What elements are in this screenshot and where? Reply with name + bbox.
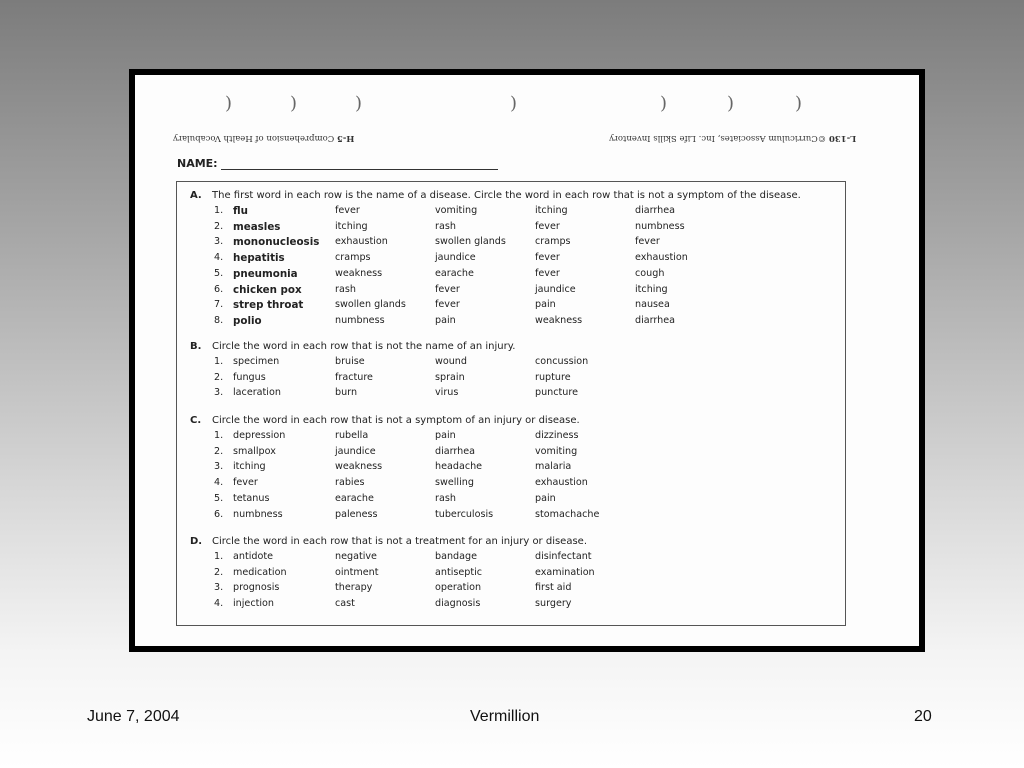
word-choice: specimen bbox=[233, 356, 280, 367]
word-choice: headache bbox=[435, 461, 483, 473]
word-choice: weakness bbox=[535, 314, 583, 326]
row-number: 4. bbox=[214, 598, 224, 610]
row-number: 1. bbox=[214, 356, 224, 367]
word-choice: examination bbox=[535, 566, 595, 578]
disease-name: hepatitis bbox=[233, 252, 285, 265]
word-choice: cast bbox=[335, 598, 355, 610]
word-choice: fever bbox=[233, 477, 258, 489]
name-label: NAME: bbox=[177, 157, 218, 170]
word-choice: stomachache bbox=[535, 508, 600, 520]
row-number: 2. bbox=[214, 445, 224, 457]
name-blank-line bbox=[221, 169, 498, 170]
word-choice: itching bbox=[233, 461, 266, 473]
word-choice: rash bbox=[435, 492, 456, 504]
word-choice: earache bbox=[335, 492, 374, 504]
exercise-row bbox=[177, 582, 845, 598]
section-letter: C. bbox=[190, 415, 202, 426]
row-number: 3. bbox=[214, 461, 224, 473]
binder-hole-mark: ) bbox=[290, 93, 298, 114]
binder-hole-mark: ) bbox=[660, 93, 668, 114]
word-choice: prognosis bbox=[233, 582, 280, 594]
exercise-row bbox=[177, 221, 845, 237]
word-choice: rubella bbox=[335, 430, 369, 441]
worksheet-title: Comprehension of Health Vocabulary bbox=[173, 133, 335, 143]
row-number: 4. bbox=[214, 477, 224, 489]
word-choice: itching bbox=[635, 283, 668, 295]
publisher-credit: ©Curriculum Associates, Inc. Life Skills Inventory bbox=[609, 133, 827, 143]
binder-hole-mark: ) bbox=[795, 93, 803, 114]
word-choice: pain bbox=[535, 299, 556, 311]
exercise-row bbox=[177, 356, 845, 372]
word-choice: cramps bbox=[335, 252, 371, 264]
row-number: 7. bbox=[214, 299, 224, 311]
word-choice: depression bbox=[233, 430, 286, 441]
exercise-row bbox=[177, 252, 845, 268]
worksheet-image-frame bbox=[129, 69, 925, 652]
word-choice: antiseptic bbox=[435, 566, 483, 578]
word-choice: pain bbox=[535, 492, 556, 504]
word-choice: rash bbox=[335, 283, 356, 295]
binder-hole-mark: ) bbox=[355, 93, 363, 114]
word-choice: vomiting bbox=[535, 445, 578, 457]
row-number: 3. bbox=[214, 387, 224, 399]
row-number: 3. bbox=[214, 236, 224, 248]
exercise-row bbox=[177, 430, 845, 446]
section-heading bbox=[190, 341, 515, 352]
row-number: 2. bbox=[214, 566, 224, 578]
exercise-row bbox=[177, 299, 845, 315]
row-number: 2. bbox=[214, 371, 224, 383]
disease-name: flu bbox=[233, 205, 248, 217]
word-choice: virus bbox=[435, 387, 459, 399]
word-choice: fever bbox=[435, 283, 460, 295]
word-choice: ointment bbox=[335, 566, 379, 578]
word-choice: cramps bbox=[535, 236, 571, 248]
worksheet-code: H-5 bbox=[336, 133, 355, 143]
word-choice: sprain bbox=[435, 371, 465, 383]
exercise-row bbox=[177, 372, 845, 388]
word-choice: wound bbox=[435, 356, 467, 367]
word-choice: rash bbox=[435, 220, 456, 232]
disease-name: measles bbox=[233, 220, 281, 233]
word-choice: antidote bbox=[233, 551, 274, 562]
worksheet-page bbox=[135, 75, 919, 646]
word-choice: surgery bbox=[535, 598, 572, 610]
row-number: 1. bbox=[214, 551, 224, 562]
footer-date: June 7, 2004 bbox=[87, 708, 180, 725]
word-choice: medication bbox=[233, 566, 287, 578]
section-heading bbox=[190, 415, 580, 426]
section-letter: B. bbox=[190, 341, 202, 352]
word-choice: rabies bbox=[335, 477, 365, 489]
word-choice: injection bbox=[233, 598, 274, 610]
row-number: 5. bbox=[214, 492, 224, 504]
section-instruction: The first word in each row is the name of a disease. Circle the word in each row that is not a symptom of the disease. bbox=[212, 190, 801, 201]
word-choice: rupture bbox=[535, 371, 571, 383]
disease-name: strep throat bbox=[233, 299, 304, 312]
word-choice: itching bbox=[335, 220, 368, 232]
word-choice: vomiting bbox=[435, 205, 478, 216]
word-choice: swollen glands bbox=[335, 299, 406, 311]
exercise-row bbox=[177, 598, 845, 614]
word-choice: jaundice bbox=[535, 283, 576, 295]
exercise-row bbox=[177, 315, 845, 331]
section-instruction: Circle the word in each row that is not the name of an injury. bbox=[212, 341, 516, 352]
word-choice: paleness bbox=[335, 508, 378, 520]
exercise-row bbox=[177, 509, 845, 525]
section-instruction: Circle the word in each row that is not a symptom of an injury or disease. bbox=[212, 415, 580, 426]
row-number: 6. bbox=[214, 283, 224, 295]
word-choice: fever bbox=[635, 236, 660, 248]
word-choice: concussion bbox=[535, 356, 589, 367]
worksheet-header-right bbox=[609, 133, 856, 143]
word-choice: fracture bbox=[335, 371, 373, 383]
exercise-row bbox=[177, 477, 845, 493]
row-number: 3. bbox=[214, 582, 224, 594]
worksheet-header-left bbox=[173, 133, 354, 143]
exercise-row bbox=[177, 493, 845, 509]
binder-hole-mark: ) bbox=[727, 93, 735, 114]
word-choice: disinfectant bbox=[535, 551, 592, 562]
word-choice: cough bbox=[635, 267, 665, 279]
word-choice: bruise bbox=[335, 356, 365, 367]
word-choice: laceration bbox=[233, 387, 281, 399]
disease-name: mononucleosis bbox=[233, 236, 320, 249]
row-number: 5. bbox=[214, 267, 224, 279]
exercise-row bbox=[177, 268, 845, 284]
exercise-row bbox=[177, 551, 845, 567]
word-choice: earache bbox=[435, 267, 474, 279]
disease-name: polio bbox=[233, 314, 262, 327]
row-number: 2. bbox=[214, 220, 224, 232]
word-choice: exhaustion bbox=[335, 236, 388, 248]
exercise-row bbox=[177, 387, 845, 403]
exercise-row bbox=[177, 205, 845, 221]
word-choice: pain bbox=[435, 314, 456, 326]
word-choice: diarrhea bbox=[435, 445, 476, 457]
word-choice: nausea bbox=[635, 299, 670, 311]
word-choice: negative bbox=[335, 551, 377, 562]
word-choice: puncture bbox=[535, 387, 579, 399]
section-heading bbox=[190, 536, 587, 547]
footer-author: Vermillion bbox=[470, 708, 540, 725]
section-instruction: Circle the word in each row that is not a treatment for an injury or disease. bbox=[212, 536, 588, 547]
word-choice: exhaustion bbox=[635, 252, 688, 264]
word-choice: itching bbox=[535, 205, 568, 216]
exercise-box bbox=[176, 181, 846, 626]
binder-hole-mark: ) bbox=[510, 93, 518, 114]
exercise-row bbox=[177, 446, 845, 462]
word-choice: bandage bbox=[435, 551, 478, 562]
binder-holes bbox=[135, 93, 919, 115]
word-choice: diarrhea bbox=[635, 314, 676, 326]
word-choice: operation bbox=[435, 582, 482, 594]
word-choice: tetanus bbox=[233, 492, 270, 504]
word-choice: weakness bbox=[335, 267, 383, 279]
word-choice: therapy bbox=[335, 582, 373, 594]
word-choice: numbness bbox=[335, 314, 385, 326]
word-choice: first aid bbox=[535, 582, 572, 594]
section-letter: A. bbox=[190, 190, 202, 201]
word-choice: numbness bbox=[635, 220, 685, 232]
word-choice: diarrhea bbox=[635, 205, 676, 216]
word-choice: weakness bbox=[335, 461, 383, 473]
word-choice: burn bbox=[335, 387, 358, 399]
word-choice: tuberculosis bbox=[435, 508, 494, 520]
row-number: 4. bbox=[214, 252, 224, 264]
word-choice: dizziness bbox=[535, 430, 579, 441]
word-choice: fever bbox=[535, 220, 560, 232]
word-choice: jaundice bbox=[335, 445, 376, 457]
row-number: 6. bbox=[214, 508, 224, 520]
word-choice: swollen glands bbox=[435, 236, 506, 248]
section-heading bbox=[190, 190, 801, 201]
slide-number: 20 bbox=[914, 708, 932, 725]
disease-name: pneumonia bbox=[233, 267, 298, 280]
word-choice: exhaustion bbox=[535, 477, 588, 489]
section-letter: D. bbox=[190, 536, 203, 547]
row-number: 1. bbox=[214, 430, 224, 441]
exercise-row bbox=[177, 461, 845, 477]
inventory-code: L-130 bbox=[828, 133, 857, 143]
exercise-row bbox=[177, 567, 845, 583]
word-choice: numbness bbox=[233, 508, 283, 520]
binder-hole-mark: ) bbox=[225, 93, 233, 114]
word-choice: jaundice bbox=[435, 252, 476, 264]
word-choice: fever bbox=[535, 252, 560, 264]
word-choice: fever bbox=[535, 267, 560, 279]
word-choice: fever bbox=[335, 205, 360, 216]
row-number: 8. bbox=[214, 314, 224, 326]
disease-name: chicken pox bbox=[233, 283, 302, 296]
word-choice: smallpox bbox=[233, 445, 276, 457]
word-choice: diagnosis bbox=[435, 598, 481, 610]
exercise-row bbox=[177, 284, 845, 300]
word-choice: fungus bbox=[233, 371, 266, 383]
word-choice: swelling bbox=[435, 477, 474, 489]
word-choice: fever bbox=[435, 299, 460, 311]
word-choice: pain bbox=[435, 430, 456, 441]
word-choice: malaria bbox=[535, 461, 572, 473]
exercise-row bbox=[177, 236, 845, 252]
row-number: 1. bbox=[214, 205, 224, 216]
